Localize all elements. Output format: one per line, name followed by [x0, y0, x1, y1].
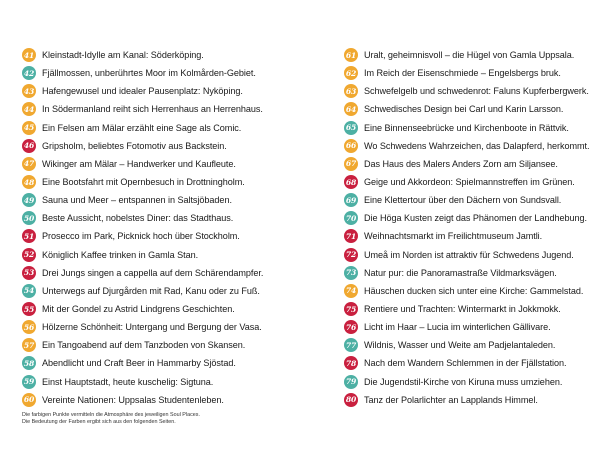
number-dot-teal: 49	[22, 193, 36, 207]
list-item	[344, 137, 594, 155]
number-dot-red: 68	[344, 175, 358, 189]
item-text: Im Reich der Eisenschmiede – Engelsbergs bruk.	[364, 68, 561, 79]
item-text: Königlich Kaffee trinken in Gamla Stan.	[42, 249, 199, 260]
number-dot-orange: 41	[22, 48, 36, 62]
item-text: Nach dem Wandern Schlemmen in der Fjällstation.	[364, 358, 567, 369]
list-item	[344, 191, 594, 209]
list-item	[344, 119, 594, 137]
list-item	[344, 155, 594, 173]
item-text: Das Haus des Malers Anders Zorn am Siljansee.	[364, 158, 558, 169]
list-item	[344, 246, 594, 264]
number-dot-orange: 67	[344, 157, 358, 171]
number-dot-orange: 63	[344, 84, 358, 98]
list-item	[344, 391, 594, 409]
item-text: Prosecco im Park, Picknick hoch über Stockholm.	[42, 231, 240, 242]
item-text: Rentiere und Trachten: Wintermarkt in Jokkmokk.	[364, 304, 561, 315]
item-text: Die Jugendstil-Kirche von Kiruna muss umziehen.	[364, 376, 563, 387]
item-text: Wo Schwedens Wahrzeichen, das Dalapferd, herkommt.	[364, 140, 590, 151]
item-text: Tanz der Polarlichter an Lapplands Himmel.	[364, 394, 538, 405]
item-text: Wikinger am Mälar – Handwerker und Kaufleute.	[42, 158, 236, 169]
list-item	[22, 46, 304, 64]
list-item	[22, 137, 304, 155]
number-dot-red: 55	[22, 302, 36, 316]
number-dot-red: 72	[344, 248, 358, 262]
item-text: Beste Aussicht, nobelstes Diner: das Stadthaus.	[42, 213, 234, 224]
list-item	[344, 373, 594, 391]
list-item	[344, 64, 594, 82]
item-text: Ein Tangoabend auf dem Tanzboden von Skansen.	[42, 340, 246, 351]
number-dot-orange: 60	[22, 393, 36, 407]
number-dot-orange: 47	[22, 157, 36, 171]
list-item	[344, 82, 594, 100]
right-column	[344, 46, 594, 409]
number-dot-teal: 54	[22, 284, 36, 298]
item-text: Geige und Akkordeon: Spielmannstreffen im Grünen.	[364, 177, 575, 188]
list-item	[22, 354, 304, 372]
list-item	[344, 318, 594, 336]
number-dot-orange: 66	[344, 139, 358, 153]
list-item	[22, 246, 304, 264]
number-dot-teal: 77	[344, 338, 358, 352]
item-text: Fjällmossen, unberührtes Moor im Kolmården-Gebiet.	[42, 68, 256, 79]
list-item	[22, 373, 304, 391]
item-text: Licht im Haar – Lucia im winterlichen Gällivare.	[364, 322, 551, 333]
list-item	[344, 300, 594, 318]
footnote-line-1: Die farbigen Punkte vermitteln die Atmosphäre des jeweiligen Soul Places.	[22, 412, 200, 418]
list-item	[22, 209, 304, 227]
number-dot-red: 46	[22, 139, 36, 153]
list-item	[344, 173, 594, 191]
list-item	[22, 318, 304, 336]
number-dot-teal: 50	[22, 211, 36, 225]
item-text: Gripsholm, beliebtes Fotomotiv aus Backstein.	[42, 140, 227, 151]
number-dot-red: 80	[344, 393, 358, 407]
item-text: Ein Felsen am Mälar erzählt eine Sage als Comic.	[42, 122, 242, 133]
item-text: Unterwegs auf Djurgården mit Rad, Kanu oder zu Fuß.	[42, 285, 260, 296]
number-dot-teal: 70	[344, 211, 358, 225]
item-text: In Södermanland reiht sich Herrenhaus an Herrenhaus.	[42, 104, 263, 115]
item-text: Eine Binnenseebrücke und Kirchenboote in Rättvik.	[364, 122, 569, 133]
item-text: Kleinstadt-Idylle am Kanal: Söderköping.	[42, 50, 204, 61]
number-dot-orange: 74	[344, 284, 358, 298]
number-dot-teal: 69	[344, 193, 358, 207]
number-dot-teal: 42	[22, 66, 36, 80]
number-dot-teal: 79	[344, 375, 358, 389]
number-dot-orange: 44	[22, 102, 36, 116]
number-dot-red: 52	[22, 248, 36, 262]
list-item	[22, 155, 304, 173]
list-item	[344, 354, 594, 372]
item-text: Schwedisches Design bei Carl und Karin Larsson.	[364, 104, 564, 115]
list-item	[344, 264, 594, 282]
item-text: Häuschen ducken sich unter eine Kirche: Gammelstad.	[364, 285, 584, 296]
list-item	[22, 82, 304, 100]
item-text: Umeå im Norden ist attraktiv für Schwedens Jugend.	[364, 249, 574, 260]
item-text: Wildnis, Wasser und Weite am Padjelantaleden.	[364, 340, 556, 351]
list-item	[22, 300, 304, 318]
list-item	[22, 64, 304, 82]
item-text: Eine Bootsfahrt mit Opernbesuch in Drottningholm.	[42, 177, 245, 188]
number-dot-teal: 58	[22, 356, 36, 370]
number-dot-teal: 73	[344, 266, 358, 280]
number-dot-orange: 43	[22, 84, 36, 98]
number-dot-orange: 48	[22, 175, 36, 189]
footnote	[22, 412, 200, 426]
item-text: Eine Klettertour über den Dächern von Sundsvall.	[364, 195, 562, 206]
number-dot-orange: 57	[22, 338, 36, 352]
number-dot-red: 53	[22, 266, 36, 280]
item-text: Uralt, geheimnisvoll – die Hügel von Gamla Uppsala.	[364, 50, 575, 61]
list-item	[22, 173, 304, 191]
item-text: Natur pur: die Panoramastraße Vildmarksvägen.	[364, 267, 557, 278]
list-item	[22, 227, 304, 245]
list-item	[344, 100, 594, 118]
list-item	[22, 100, 304, 118]
item-text: Sauna und Meer – entspannen in Saltsjöbaden.	[42, 195, 232, 206]
item-text: Hafengewusel und idealer Pausenplatz: Nyköping.	[42, 86, 243, 97]
item-text: Die Höga Kusten zeigt das Phänomen der Landhebung.	[364, 213, 587, 224]
item-text: Schwefelgelb und schwedenrot: Faluns Kupferbergwerk.	[364, 86, 589, 97]
number-dot-teal: 59	[22, 375, 36, 389]
list-item	[344, 336, 594, 354]
list-item	[22, 119, 304, 137]
footnote-line-2: Die Bedeutung der Farben ergibt sich aus den folgenden Seiten.	[22, 419, 176, 426]
item-text: Weihnachtsmarkt im Freilichtmuseum Jamtli.	[364, 231, 543, 242]
list-item	[344, 282, 594, 300]
item-text: Einst Hauptstadt, heute kuschelig: Sigtuna.	[42, 376, 214, 387]
number-dot-orange: 45	[22, 121, 36, 135]
list-item	[344, 227, 594, 245]
item-text: Mit der Gondel zu Astrid Lindgrens Geschichten.	[42, 304, 235, 315]
number-dot-red: 76	[344, 320, 358, 334]
list-item	[22, 336, 304, 354]
number-dot-orange: 56	[22, 320, 36, 334]
item-text: Hölzerne Schönheit: Untergang und Bergung der Vasa.	[42, 322, 262, 333]
number-dot-orange: 64	[344, 102, 358, 116]
number-dot-red: 78	[344, 356, 358, 370]
left-column	[22, 46, 304, 409]
list-item	[344, 209, 594, 227]
number-dot-red: 51	[22, 229, 36, 243]
list-item	[22, 282, 304, 300]
item-text: Vereinte Nationen: Uppsalas Studentenleben.	[42, 394, 224, 405]
number-dot-orange: 62	[344, 66, 358, 80]
number-dot-teal: 65	[344, 121, 358, 135]
item-text: Abendlicht und Craft Beer in Hammarby Sjöstad.	[42, 358, 236, 369]
item-text: Drei Jungs singen a cappella auf dem Schärendampfer.	[42, 267, 264, 278]
list-item	[22, 191, 304, 209]
list-item	[344, 46, 594, 64]
list-item	[22, 391, 304, 409]
list-item	[22, 264, 304, 282]
number-dot-red: 75	[344, 302, 358, 316]
number-dot-red: 71	[344, 229, 358, 243]
number-dot-orange: 61	[344, 48, 358, 62]
